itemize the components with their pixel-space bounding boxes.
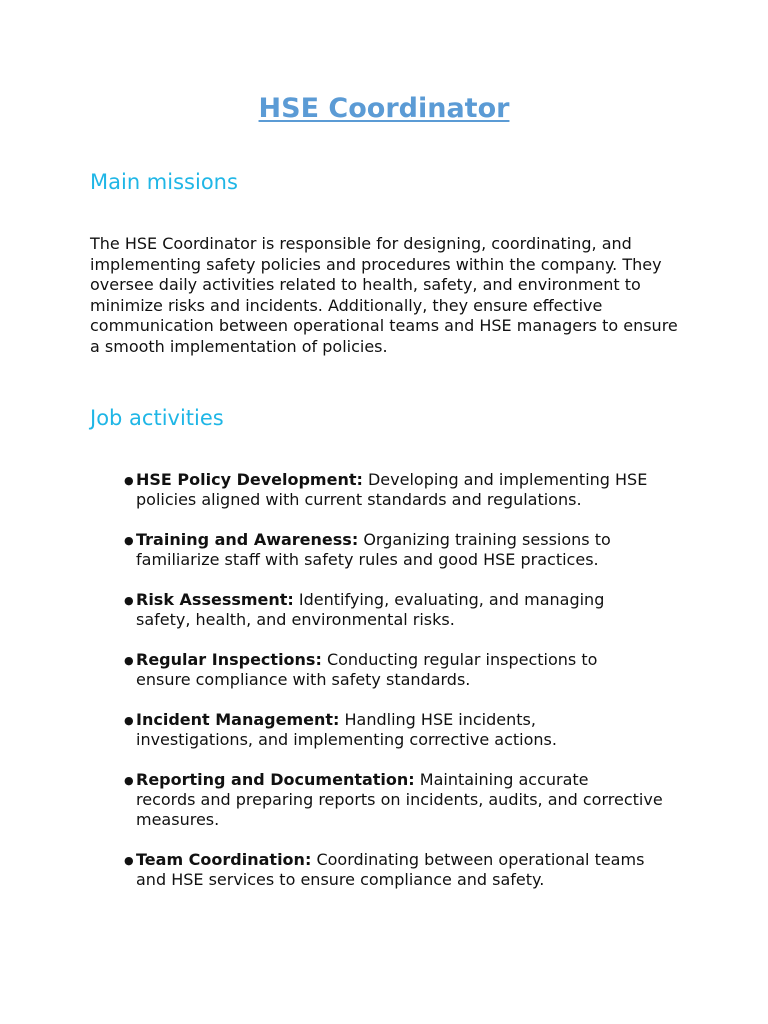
list-item	[124, 850, 684, 890]
list-item-content	[136, 470, 684, 510]
missions-paragraph: The HSE Coordinator is responsible for designing, coordinating, and implementing safety policies and procedures within the company. They oversee daily activities related to health, safety, and environment to minimize risks and incidents. Additionally, they ensure effective communication between operational teams and HSE managers to ensure a smooth implementation of policies.	[90, 234, 678, 356]
activity-description-rest: ensure compliance with safety standards.	[136, 670, 471, 689]
document-title: HSE Coordinator	[258, 93, 510, 124]
activity-term: Team Coordination:	[136, 850, 312, 869]
activity-description-rest: safety, health, and environmental risks.	[136, 610, 455, 629]
activity-description-start: Developing and implementing HSE	[367, 470, 648, 489]
list-item-content	[136, 770, 684, 830]
bullet-icon: ●	[124, 534, 134, 547]
list-item	[124, 770, 684, 830]
bullet-icon: ●	[124, 714, 134, 727]
activity-description-start: Conducting regular inspections to	[326, 650, 598, 669]
activity-description-rest: familiarize staff with safety rules and good HSE practices.	[136, 550, 599, 569]
bullet-icon: ●	[124, 654, 134, 667]
activity-description-rest: and HSE services to ensure compliance and safety.	[136, 870, 545, 889]
bullet-icon: ●	[124, 594, 134, 607]
job-activities-list	[124, 470, 684, 910]
list-item	[124, 470, 684, 510]
list-item	[124, 710, 684, 750]
list-item-content	[136, 650, 684, 690]
activity-description-rest: investigations, and implementing corrective actions.	[136, 730, 557, 749]
activity-description-rest: policies aligned with current standards and regulations.	[136, 490, 582, 509]
activity-term: Training and Awareness:	[136, 530, 359, 549]
list-item	[124, 530, 684, 570]
list-item	[124, 650, 684, 690]
list-item-content	[136, 850, 684, 890]
activity-description-start: Coordinating between operational teams	[316, 850, 645, 869]
list-item-content	[136, 530, 684, 570]
activity-term: Reporting and Documentation:	[136, 770, 415, 789]
activity-description-start: Handling HSE incidents,	[344, 710, 536, 729]
list-item-content	[136, 710, 684, 750]
activity-description-start: Maintaining accurate	[419, 770, 589, 789]
bullet-icon: ●	[124, 474, 134, 487]
bullet-icon: ●	[124, 774, 134, 787]
activity-term: Regular Inspections:	[136, 650, 322, 669]
list-item-content	[136, 590, 684, 630]
activity-term: HSE Policy Development:	[136, 470, 363, 489]
list-item	[124, 590, 684, 630]
section-heading-main-missions: Main missions	[90, 170, 238, 194]
activity-description-rest: records and preparing reports on incidents, audits, and corrective measures.	[136, 790, 663, 829]
bullet-icon: ●	[124, 854, 134, 867]
activity-description-start: Organizing training sessions to	[363, 530, 611, 549]
activity-term: Risk Assessment:	[136, 590, 294, 609]
activity-description-start: Identifying, evaluating, and managing	[298, 590, 605, 609]
activity-term: Incident Management:	[136, 710, 340, 729]
section-heading-job-activities: Job activities	[90, 406, 224, 430]
